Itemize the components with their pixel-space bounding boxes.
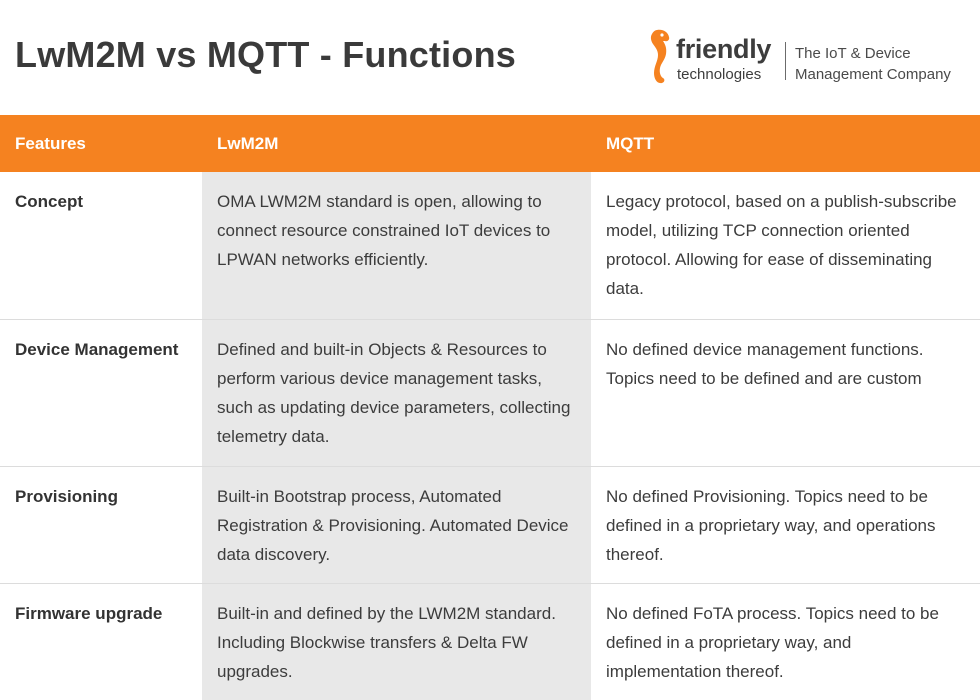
tagline-line-1: The IoT & Device xyxy=(795,45,911,62)
lwm2m-cell: Built-in and defined by the LWM2M standard. Including Blockwise transfers & Delta FW upgrades. xyxy=(202,583,591,700)
header xyxy=(0,0,980,115)
feature-cell: Provisioning xyxy=(15,486,118,506)
mqtt-cell: No defined FoTA process. Topics need to be defined in a proprietary way, and implementation thereof. xyxy=(606,603,939,681)
mqtt-cell: No defined Provisioning. Topics need to be defined in a proprietary way, and operations thereof. xyxy=(606,486,936,564)
lwm2m-cell: Built-in Bootstrap process, Automated Registration & Provisioning. Automated Device data discovery. xyxy=(202,466,591,583)
header-features: Features xyxy=(15,133,86,153)
table-row xyxy=(0,319,980,466)
lwm2m-cell: OMA LWM2M standard is open, allowing to connect resource constrained IoT devices to LPWAN networks efficiently. xyxy=(202,172,591,319)
mqtt-cell: No defined device management functions. Topics need to be defined and are custom xyxy=(606,339,924,388)
feature-cell: Device Management xyxy=(15,339,179,359)
tagline xyxy=(795,43,951,85)
table-row xyxy=(0,583,980,700)
header-mqtt: MQTT xyxy=(606,133,655,153)
tagline-line-2: Management Company xyxy=(795,66,951,83)
table-header-row xyxy=(0,115,980,172)
feature-cell: Concept xyxy=(15,192,83,211)
brand-subname: technologies xyxy=(677,66,762,83)
mqtt-cell: Legacy protocol, based on a publish-subscribe model, utilizing TCP connection oriented protocol. Allowing for ease of disseminating data. xyxy=(606,192,957,298)
seahorse-icon xyxy=(648,28,672,86)
table-row xyxy=(0,172,980,319)
header-lwm2m: LwM2M xyxy=(217,133,279,153)
logo-divider xyxy=(785,42,786,80)
company-logo xyxy=(648,28,973,86)
lwm2m-cell: Defined and built-in Objects & Resources to perform various device management tasks, such as updating device parameters, collecting telemetry data. xyxy=(202,319,591,466)
comparison-table xyxy=(0,115,980,700)
table-row xyxy=(0,466,980,583)
feature-cell: Firmware upgrade xyxy=(15,603,163,623)
brand-name: friendly xyxy=(676,34,772,64)
page-title: LwM2M vs MQTT - Functions xyxy=(15,34,516,75)
